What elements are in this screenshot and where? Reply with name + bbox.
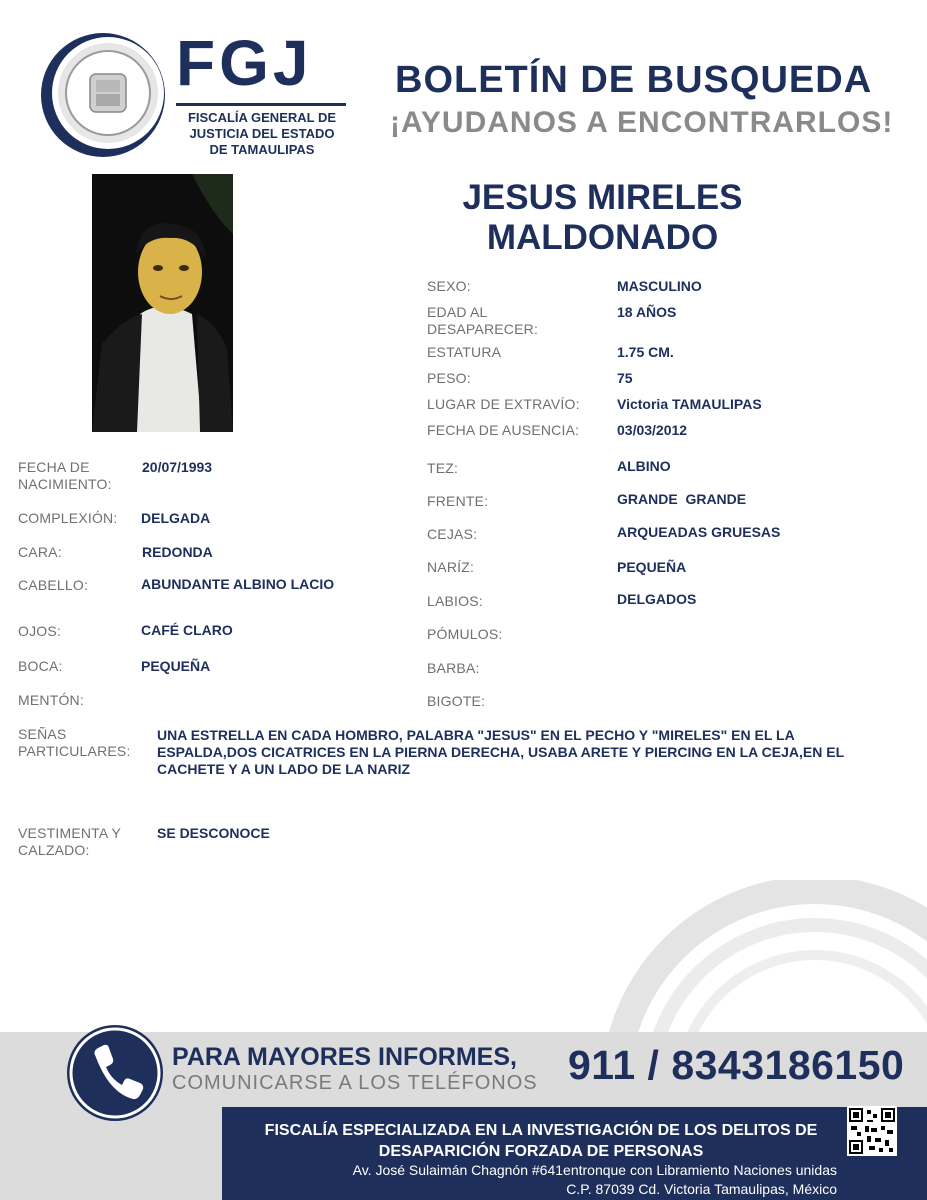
cara-label: CARA: — [18, 544, 62, 560]
footer-address-line2: C.P. 87039 Cd. Victoria Tamaulipas, México — [566, 1181, 837, 1197]
cejas-value: ARQUEADAS GRUESAS — [617, 524, 781, 540]
footer-comunicarse: COMUNICARSE A LOS TELÉFONOS — [172, 1072, 538, 1094]
person-name — [430, 178, 775, 258]
person-name-line2: MALDONADO — [486, 218, 719, 257]
lugar-value: Victoria TAMAULIPAS — [617, 396, 762, 412]
fecha-ausencia-value: 03/03/2012 — [617, 422, 688, 438]
boca-label: BOCA: — [18, 658, 63, 674]
edad-label-line1: EDAD AL — [427, 304, 488, 320]
sexo-label: SEXO: — [427, 278, 471, 294]
peso-value: 75 — [617, 370, 633, 386]
cara-value: REDONDA — [142, 544, 213, 560]
vestimenta-label — [18, 825, 121, 859]
footer-fiscalia-name — [245, 1120, 837, 1162]
fecha-ausencia-label: FECHA DE AUSENCIA: — [427, 422, 580, 438]
boca-value: PEQUEÑA — [141, 658, 211, 674]
senas-label-line1: SEÑAS — [18, 726, 67, 742]
complexion-value: DELGADA — [141, 510, 211, 526]
ojos-label: OJOS: — [18, 623, 62, 639]
nariz-value: PEQUEÑA — [617, 559, 687, 575]
fgj-brand-title: FGJ — [176, 27, 313, 99]
senas-value: UNA ESTRELLA EN CADA HOMBRO, PALABRA "JESUS" EN EL PECHO Y "MIRELES" EN EL LA ESPALDA,DOS CICATRICES EN LA PIERNA DERECHA, USABA ARETE Y PIERCING EN LA CEJA,EN EL CACHETE Y A UN LADO DE LA NARIZ — [157, 727, 844, 777]
barba-label: BARBA: — [427, 660, 480, 676]
tez-value: ALBINO — [617, 458, 671, 474]
qr-code-icon[interactable] — [847, 1106, 897, 1156]
complexion-label: COMPLEXIÓN: — [18, 510, 118, 526]
nacimiento-label — [18, 459, 112, 493]
ojos-value: CAFÉ CLARO — [141, 622, 233, 638]
footer-fiscalia-line2: DESAPARICIÓN FORZADA DE PERSONAS — [378, 1143, 704, 1160]
phone-icon — [67, 1025, 163, 1121]
nacimiento-value: 20/07/1993 — [142, 459, 213, 475]
vestimenta-label-line1: VESTIMENTA Y — [18, 825, 122, 841]
footer-para-mayores: PARA MAYORES INFORMES, — [172, 1043, 517, 1071]
brand-subtitle-line3: DE TAMAULIPAS — [209, 142, 315, 157]
edad-label-line2: DESAPARECER: — [427, 321, 539, 337]
sexo-value: MASCULINO — [617, 278, 702, 294]
brand-divider — [176, 103, 346, 106]
brand-subtitle — [176, 110, 348, 158]
tez-label: TEZ: — [427, 460, 459, 476]
pomulos-label: PÓMULOS: — [427, 626, 503, 642]
lugar-label: LUGAR DE EXTRAVÍO: — [427, 396, 580, 412]
vestimenta-label-line2: CALZADO: — [18, 842, 90, 858]
nariz-label: NARÍZ: — [427, 559, 475, 575]
brand-subtitle-line1: FISCALÍA GENERAL DE — [187, 110, 337, 125]
senas-label-line2: PARTICULARES: — [18, 743, 131, 759]
fgj-seal-logo — [38, 30, 168, 160]
nacimiento-label-line1: FECHA DE — [18, 459, 90, 475]
footer-address-line1: Av. José Sulaimán Chagnón #641entronque con Libramiento Naciones unidas — [352, 1162, 837, 1178]
peso-label: PESO: — [427, 370, 471, 386]
nacimiento-label-line2: NACIMIENTO: — [18, 476, 112, 492]
estatura-label: ESTATURA — [427, 344, 502, 360]
bulletin-title: BOLETÍN DE BUSQUEDA — [395, 59, 873, 101]
frente-value: GRANDE GRANDE — [617, 491, 747, 507]
footer-fiscalia-line1: FISCALÍA ESPECIALIZADA EN LA INVESTIGACIÓN DE LOS DELITOS DE — [264, 1122, 818, 1139]
menton-label: MENTÓN: — [18, 692, 84, 708]
edad-value: 18 AÑOS — [617, 304, 677, 320]
edad-label — [427, 304, 538, 338]
bulletin-subtitle: ¡AYUDANOS A ENCONTRARLOS! — [390, 106, 894, 139]
labios-label: LABIOS: — [427, 593, 483, 609]
labios-value: DELGADOS — [617, 591, 697, 607]
footer-address — [260, 1161, 837, 1199]
person-name-line1: JESUS MIRELES — [462, 178, 743, 217]
missing-person-photo — [92, 174, 233, 432]
bigote-label: BIGOTE: — [427, 693, 486, 709]
cabello-value: ABUNDANTE ALBINO LACIO — [141, 576, 335, 592]
brand-subtitle-line2: JUSTICIA DEL ESTADO — [189, 126, 335, 141]
estatura-value: 1.75 CM. — [617, 344, 674, 360]
phone-badge — [67, 1025, 163, 1121]
cejas-label: CEJAS: — [427, 526, 478, 542]
vestimenta-value: SE DESCONOCE — [157, 825, 270, 841]
senas-label — [18, 726, 131, 760]
cabello-label: CABELLO: — [18, 577, 89, 593]
seal-watermark-icon — [605, 880, 927, 1040]
footer-phone-number[interactable]: 911 / 8343186150 — [568, 1042, 905, 1088]
frente-label: FRENTE: — [427, 493, 489, 509]
